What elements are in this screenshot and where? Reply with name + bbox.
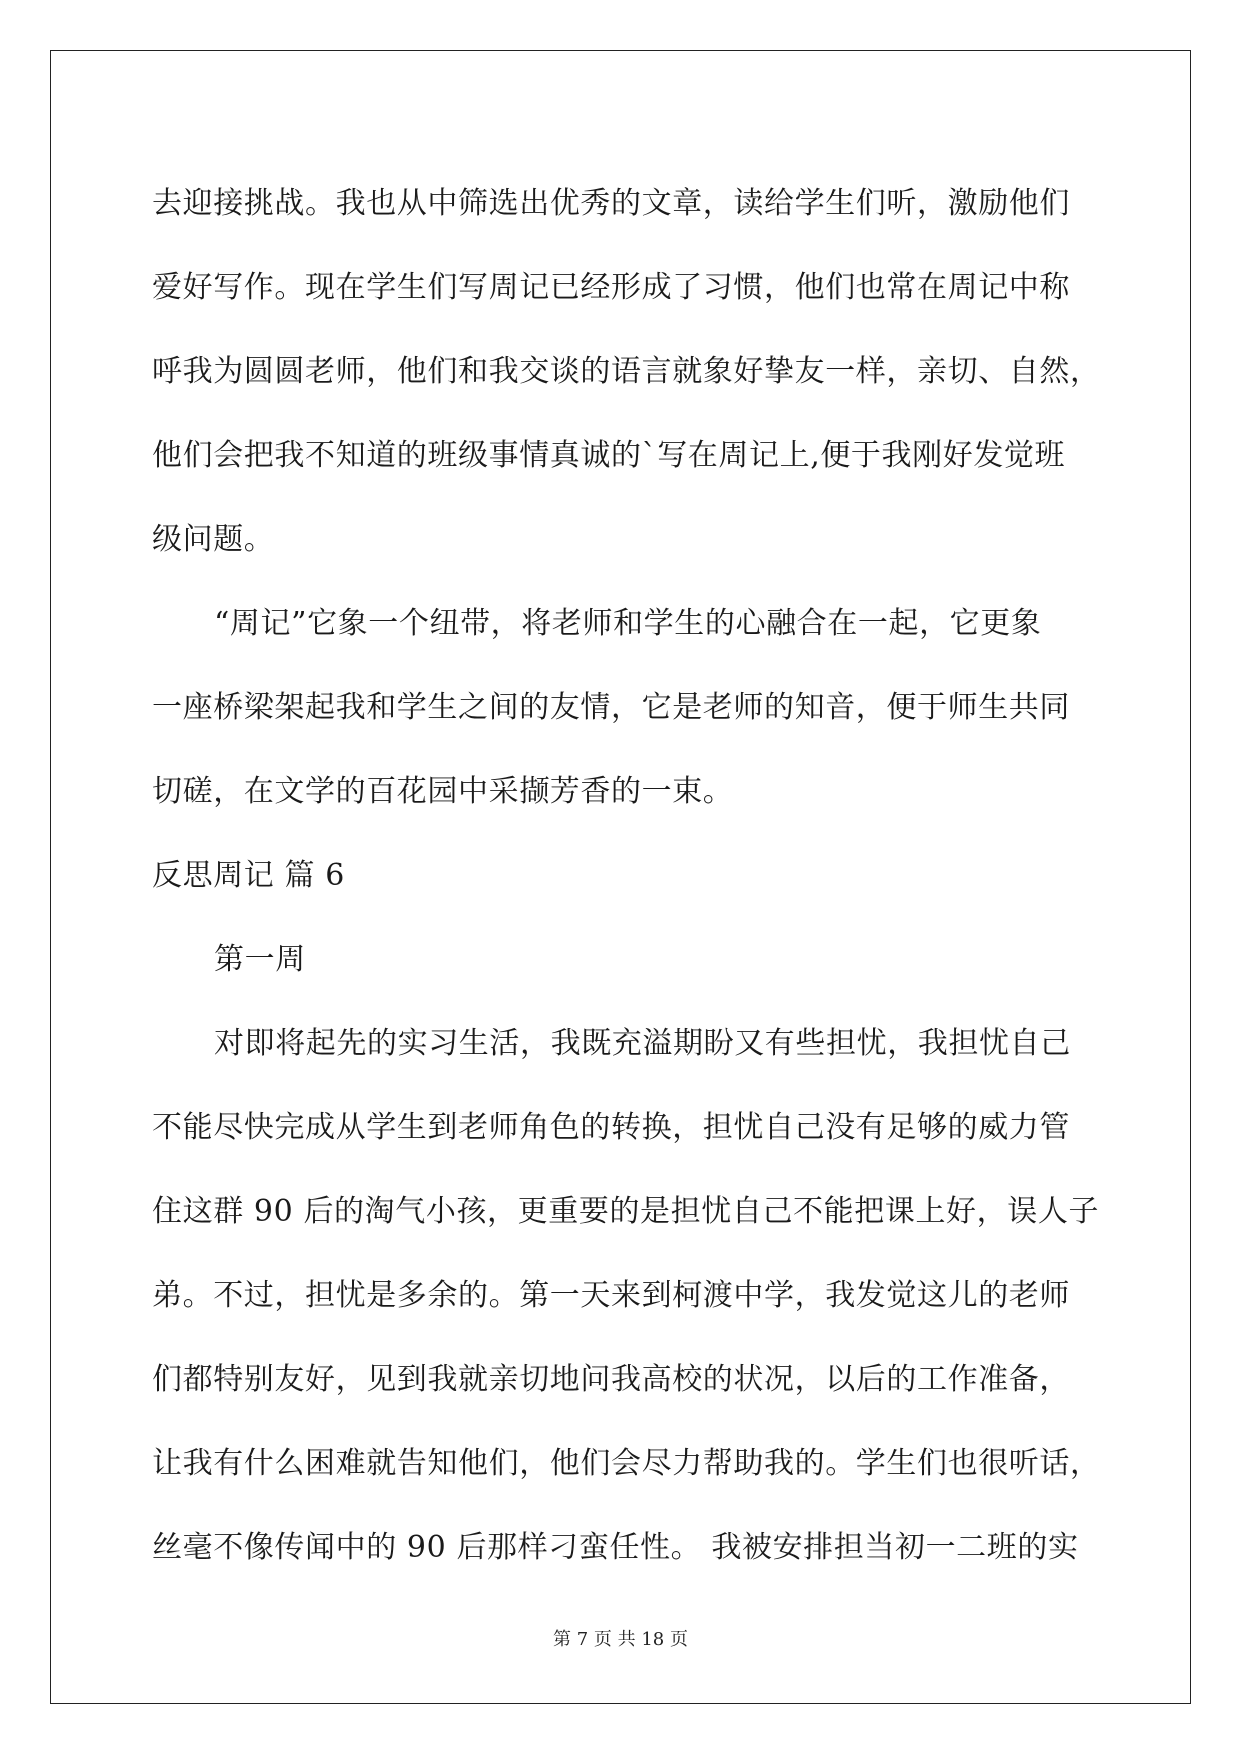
document-body [152,162,1112,1590]
text-line: 他们会把我不知道的班级事情真诚的`写在周记上,便于我刚好发觉班 [152,438,1066,473]
text-line: 去迎接挑战。我也从中筛选出优秀的文章，读给学生们听，激励他们 [152,186,1070,221]
text-line: 们都特别友好，见到我就亲切地问我高校的状况，以后的工作准备， [152,1362,1070,1397]
text-line: 让我有什么困难就告知他们，他们会尽力帮助我的。学生们也很听话， [152,1446,1101,1481]
text-line: 呼我为圆圆老师，他们和我交谈的语言就象好挚友一样，亲切、自然， [152,354,1101,389]
text-line: 级问题。 [152,522,275,557]
text-line: 弟。不过，担忧是多余的。第一天来到柯渡中学，我发觉这儿的老师 [152,1278,1070,1313]
text-line: 丝毫不像传闻中的 90 后那样刁蛮任性。 我被安排担当初一二班的实 [152,1530,1079,1565]
subsection-heading: 第一周 [214,942,306,977]
text-line: 住这群 90 后的淘气小孩，更重要的是担忧自己不能把课上好，误人子 [152,1194,1100,1229]
page-footer: 第 7 页 共 18 页 [553,1629,688,1650]
text-line: 不能尽快完成从学生到老师角色的转换，担忧自己没有足够的威力管 [152,1110,1070,1145]
text-line: 爱好写作。现在学生们写周记已经形成了习惯，他们也常在周记中称 [152,270,1070,305]
text-line: “周记”它象一个纽带，将老师和学生的心融合在一起，它更象 [214,606,1042,641]
text-line: 一座桥梁架起我和学生之间的友情，它是老师的知音，便于师生共同 [152,690,1070,725]
text-line: 对即将起先的实习生活，我既充溢期盼又有些担忧，我担忧自己 [214,1026,1071,1061]
section-heading: 反思周记 篇 6 [152,858,345,893]
text-line: 切磋，在文学的百花园中采撷芳香的一束。 [152,774,734,809]
